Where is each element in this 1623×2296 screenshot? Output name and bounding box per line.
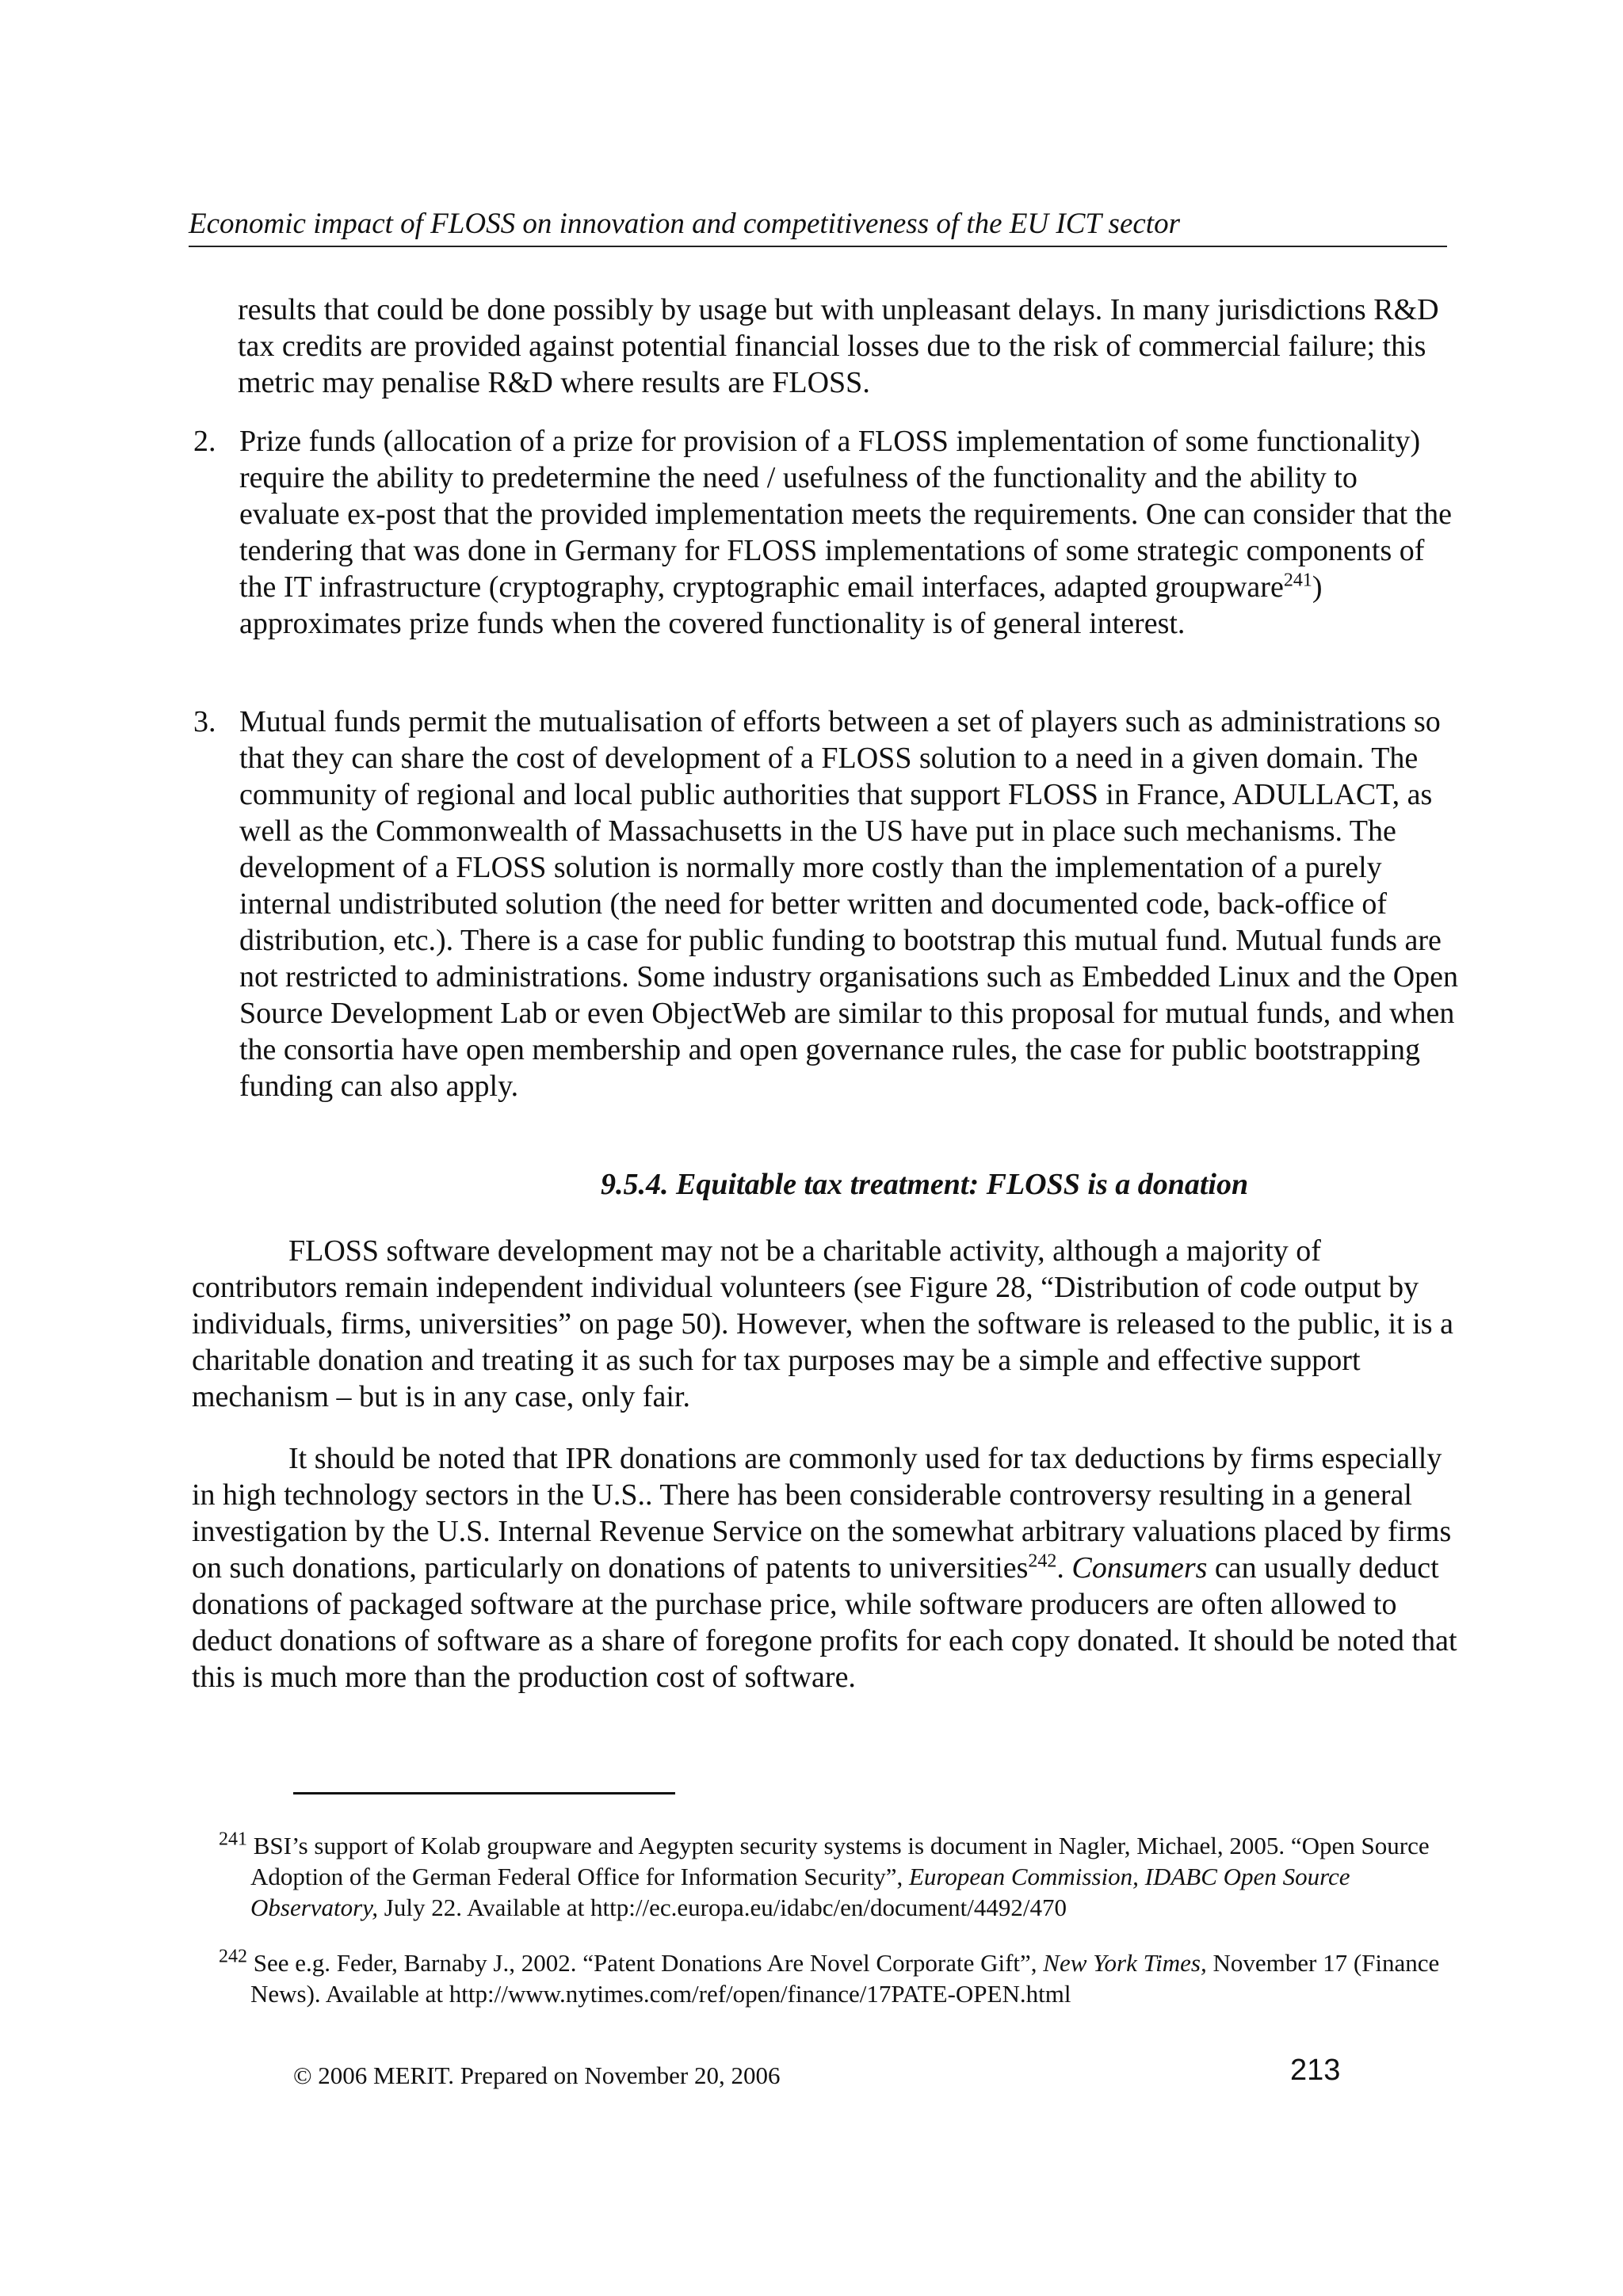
footnote-italic: European Commission, IDABC Open Source Observatory, [250, 1863, 1350, 1921]
footnote-242 [192, 1947, 1468, 2009]
list-item-prize-funds [193, 423, 1461, 642]
paragraph-text-part: It should be noted that IPR donations are commonly used for tax deductions by firms especially in high technology sectors in the U.S.. There has been considerable controversy resulting in a general investigation by the U.S. Internal Revenue Service on the somewhat arbitrary valuations placed by firms on such donations, particularly on donations of patents to universities [192, 1442, 1452, 1585]
page-number: 213 [1290, 2054, 1341, 2087]
footnote-text-part: July 22. Available at http://ec.europa.eu/idabc/en/document/4492/470 [378, 1894, 1067, 1921]
running-header: Economic impact of FLOSS on innovation and competitiveness of the EU ICT sector [189, 204, 1447, 247]
footnote-text-part: BSI’s support of Kolab groupware and Aegypten security systems is document in Nagler, Michael, 2005. “Open Source Adoption of the German Federal Office for Information Security”, [250, 1832, 1430, 1890]
footnote-text-part: November 17 (Finance News). Available at http://www.nytimes.com/ref/open/finance/17PATE-OPEN.html [250, 1949, 1440, 2008]
list-text-part: ) approximates prize funds when the covered functionality is of general interest. [239, 570, 1323, 640]
list-text-part: Prize funds (allocation of a prize for provision of a FLOSS implementation of some functionality) require the ability to predetermine the need / usefulness of the functionality and the ability to evaluate ex-post that the provided implementation meets the requirements. One can consider that the tendering that was done in Germany for FLOSS implementations of some strategic components of the IT infrastructure (cryptography, cryptographic email interfaces, adapted groupware [239, 425, 1453, 604]
list-number: 2. [193, 425, 216, 458]
footnote-italic: New York Times, [1043, 1949, 1207, 1977]
list-item-continuation: results that could be done possibly by usage but with unpleasant delays. In many jurisdictions R&D tax credits are provided against potential financial losses due to the risk of commercial failure; this metric may penalise R&D where results are FLOSS. [238, 293, 1439, 399]
list-number: 3. [193, 705, 216, 738]
footnote-text [192, 1947, 1468, 2009]
paragraph-text-part: . [1056, 1551, 1072, 1585]
paragraph-donation: FLOSS software development may not be a charitable activity, although a majority of contributors remain independent individual volunteers (see Figure 28, “Distribution of code output by individuals, firms, universities” on page 50). However, when the software is released to the public, it is a charitable donation and treating it as such for tax purposes may be a simple and effective support mechanism – but is in any case, only fair. [192, 1234, 1453, 1413]
list-item-text [239, 423, 1460, 642]
footnote-text-part: See e.g. Feder, Barnaby J., 2002. “Patent Donations Are Novel Corporate Gift”, [253, 1949, 1044, 1977]
list-item-text: Mutual funds permit the mutualisation of efforts between a set of players such as administrations so that they can share the cost of development of a FLOSS solution to a need in a given domain. The community of regional and local public authorities that support FLOSS in France, ADULLACT, as well as the Commonwealth of Massachusetts in the US have put in place such mechanisms. The development of a FLOSS solution is normally more costly than the implementation of a purely internal undistributed solution (the need for better written and documented code, back-office of distribution, etc.). There is a case for public funding to bootstrap this mutual fund. Mutual funds are not restricted to administrations. Some industry organisations such as Embedded Linux and the Open Source Development Lab or even ObjectWeb are similar to this proposal for mutual funds, and when the consortia have open membership and open governance rules, the case for public bootstrapping funding can also apply. [239, 705, 1459, 1103]
footnote-241 [192, 1830, 1468, 1923]
section-heading: 9.5.4. Equitable tax treatment: FLOSS is a donation [601, 1168, 1249, 1201]
footnote-ref-242[interactable]: 242 [1028, 1550, 1057, 1572]
emphasis-consumers: Consumers [1071, 1551, 1208, 1585]
footnote-separator [293, 1792, 675, 1794]
footnote-number: 242 [219, 1946, 247, 1967]
footnote-text [192, 1830, 1468, 1923]
list-item-mutual-funds [193, 704, 1461, 1104]
footnote-ref-241[interactable]: 241 [1283, 570, 1312, 591]
paragraph-text-part: can usually deduct donations of packaged software at the purchase price, while software producers are often allowed to deduct donations of software as a share of foregone profits for each copy donated. It should be noted that this is much more than the production cost of software. [192, 1551, 1457, 1694]
footer-copyright: © 2006 MERIT. Prepared on November 20, 2006 [293, 2061, 781, 2089]
footnote-number: 241 [219, 1829, 247, 1850]
paragraph-ipr-donations [192, 1440, 1461, 1695]
